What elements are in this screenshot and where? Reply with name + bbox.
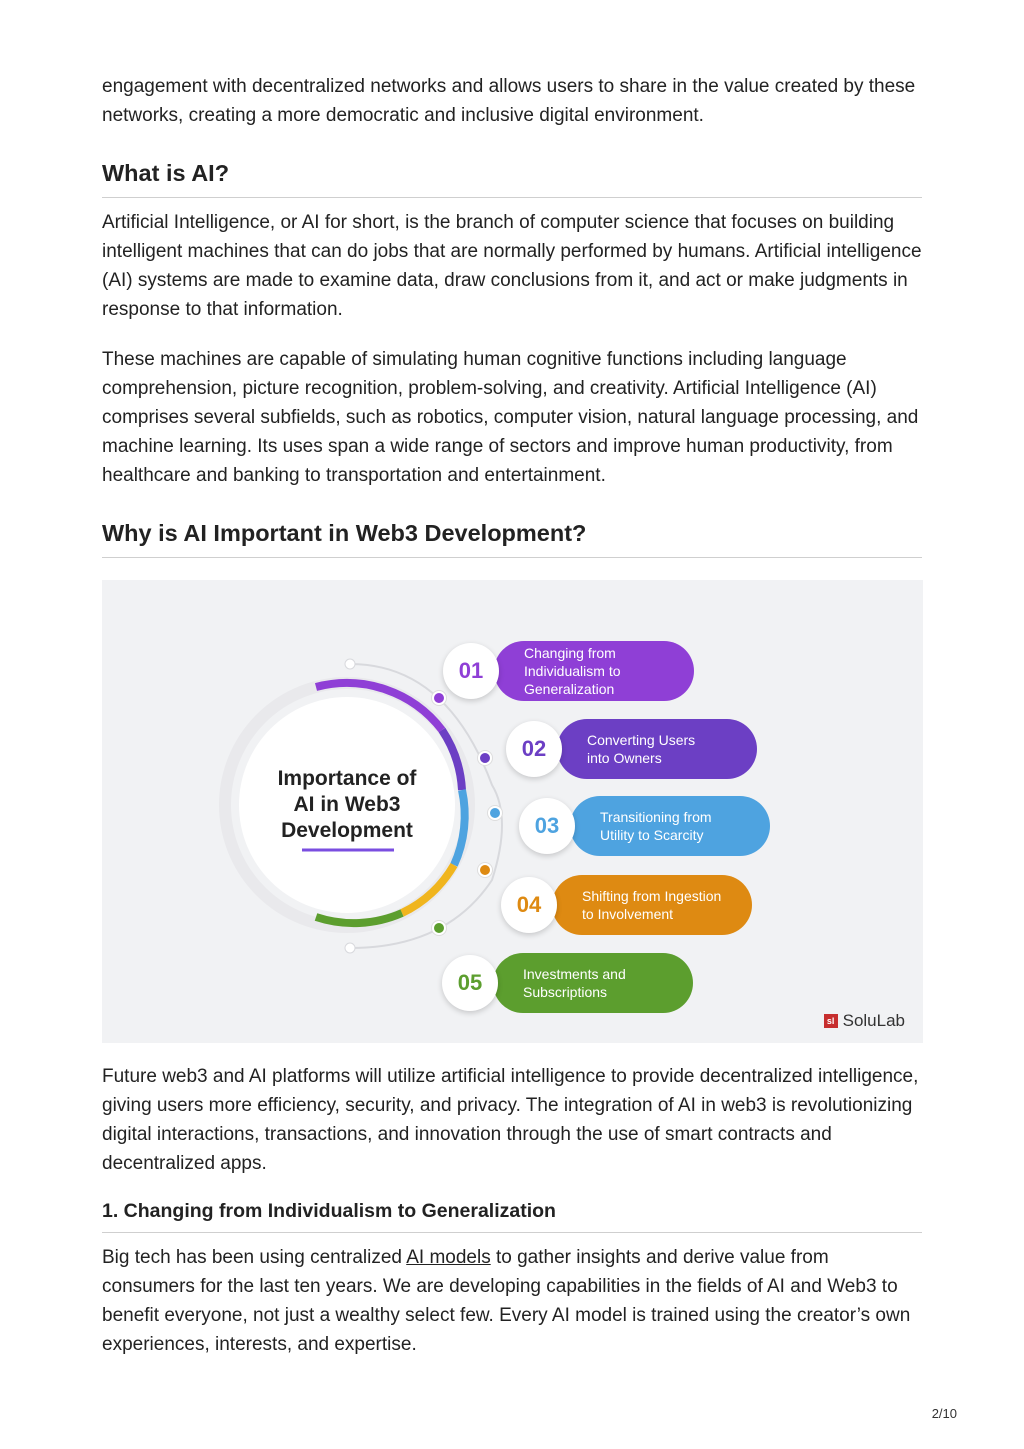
infographic-figure — [102, 580, 923, 1043]
subsection-paragraph — [102, 1243, 922, 1359]
item-number-badge: 01 — [443, 643, 499, 699]
brand-name: SoluLab — [842, 1011, 905, 1030]
item-label-line: Investments and — [523, 966, 626, 982]
solulab-logo-icon: sl — [824, 1014, 838, 1028]
ai-paragraph-1: Artificial Intelligence, or AI for short, is the branch of computer science that focuses on building intelligent machines that can do jobs that are normally performed by humans. Artificial intelligence (AI) systems are made to examine data, draw conclusions from it, and act or make judgments in response to that information. — [102, 212, 922, 320]
item-label-line: Subscriptions — [523, 984, 608, 1000]
ai-models-link[interactable]: AI models — [406, 1247, 491, 1268]
web3-paragraph: Future web3 and AI platforms will utilize artificial intelligence to provide decentralized intelligence, giving users more efficiency, security, and privacy. The integration of AI in web3 is revolutionizing digital interactions, transactions, and innovation through the use of smart contracts and decentralized apps. — [102, 1066, 919, 1174]
item-pill-03 — [570, 796, 770, 856]
item-label-line: Changing from — [524, 645, 616, 661]
item-label — [587, 731, 695, 767]
item-label — [523, 965, 626, 1001]
arc-dot — [432, 691, 446, 705]
center-title-line: Development — [281, 819, 413, 842]
section-heading-why-ai-web3: Why is AI Important in Web3 Development? — [102, 520, 587, 546]
paragraph-text: to gather insights and derive value from consumers for the last ten years. We are developing capabilities in the fields of AI and Web3 to benefit everyone, not just a wealthy select few. Every AI model is trained using the creator’s own experiences, interests, and expertise. — [102, 1247, 911, 1355]
item-label-line: Utility to Scarcity — [600, 827, 704, 843]
heading-divider — [102, 197, 922, 198]
item-pill-04 — [552, 875, 752, 935]
item-label-line: into Owners — [587, 750, 662, 766]
heading-divider — [102, 557, 922, 558]
brand-watermark — [824, 1011, 905, 1031]
paragraph-text: Big tech has been using centralized — [102, 1247, 407, 1268]
item-pill-01 — [494, 641, 694, 701]
item-number-badge: 03 — [519, 798, 575, 854]
item-label — [600, 808, 712, 844]
item-label-line: Shifting from Ingestion — [582, 888, 722, 904]
arc-dot — [432, 921, 446, 935]
item-label-line: Generalization — [524, 681, 615, 697]
item-label — [524, 644, 621, 698]
arc-dot — [488, 806, 502, 820]
arc-endpoint-dot — [345, 943, 355, 953]
item-label-line: to Involvement — [582, 906, 674, 922]
arc-endpoint-dot — [345, 659, 355, 669]
item-number-badge: 02 — [506, 721, 562, 777]
subsection-heading: 1. Changing from Individualism to Generalization — [102, 1200, 556, 1222]
item-number-badge: 05 — [442, 955, 498, 1011]
item-number-badge: 04 — [501, 877, 557, 933]
section-heading-what-is-ai: What is AI? — [102, 160, 230, 186]
ring-segment-green — [316, 913, 402, 923]
intro-paragraph: engagement with decentralized networks and allows users to share in the value created by these networks, creating a more democratic and inclusive digital environment. — [102, 76, 916, 126]
item-label-line: Transitioning from — [600, 809, 712, 825]
item-pill-05 — [493, 953, 693, 1013]
arc-dot — [478, 751, 492, 765]
page-number: 2/10 — [931, 1406, 957, 1421]
ai-paragraph-2: These machines are capable of simulating human cognitive functions including language comprehension, picture recognition, problem-solving, and creativity. Artificial Intelligence (AI) comprises several subfields, such as robotics, computer vision, natural language processing, and machine learning. Its uses span a wide range of sectors and improve human productivity, from healthcare and banking to transportation and entertainment. — [102, 349, 919, 486]
arc-dot — [478, 863, 492, 877]
infographic-center-title — [254, 766, 440, 844]
item-label — [582, 887, 721, 923]
center-title-line: AI in Web3 — [293, 793, 401, 816]
subsection-divider — [102, 1232, 922, 1233]
item-pill-02 — [557, 719, 757, 779]
center-title-line: Importance of — [277, 767, 417, 790]
item-label-line: Converting Users — [587, 732, 696, 748]
item-label-line: Individualism to — [524, 663, 621, 679]
